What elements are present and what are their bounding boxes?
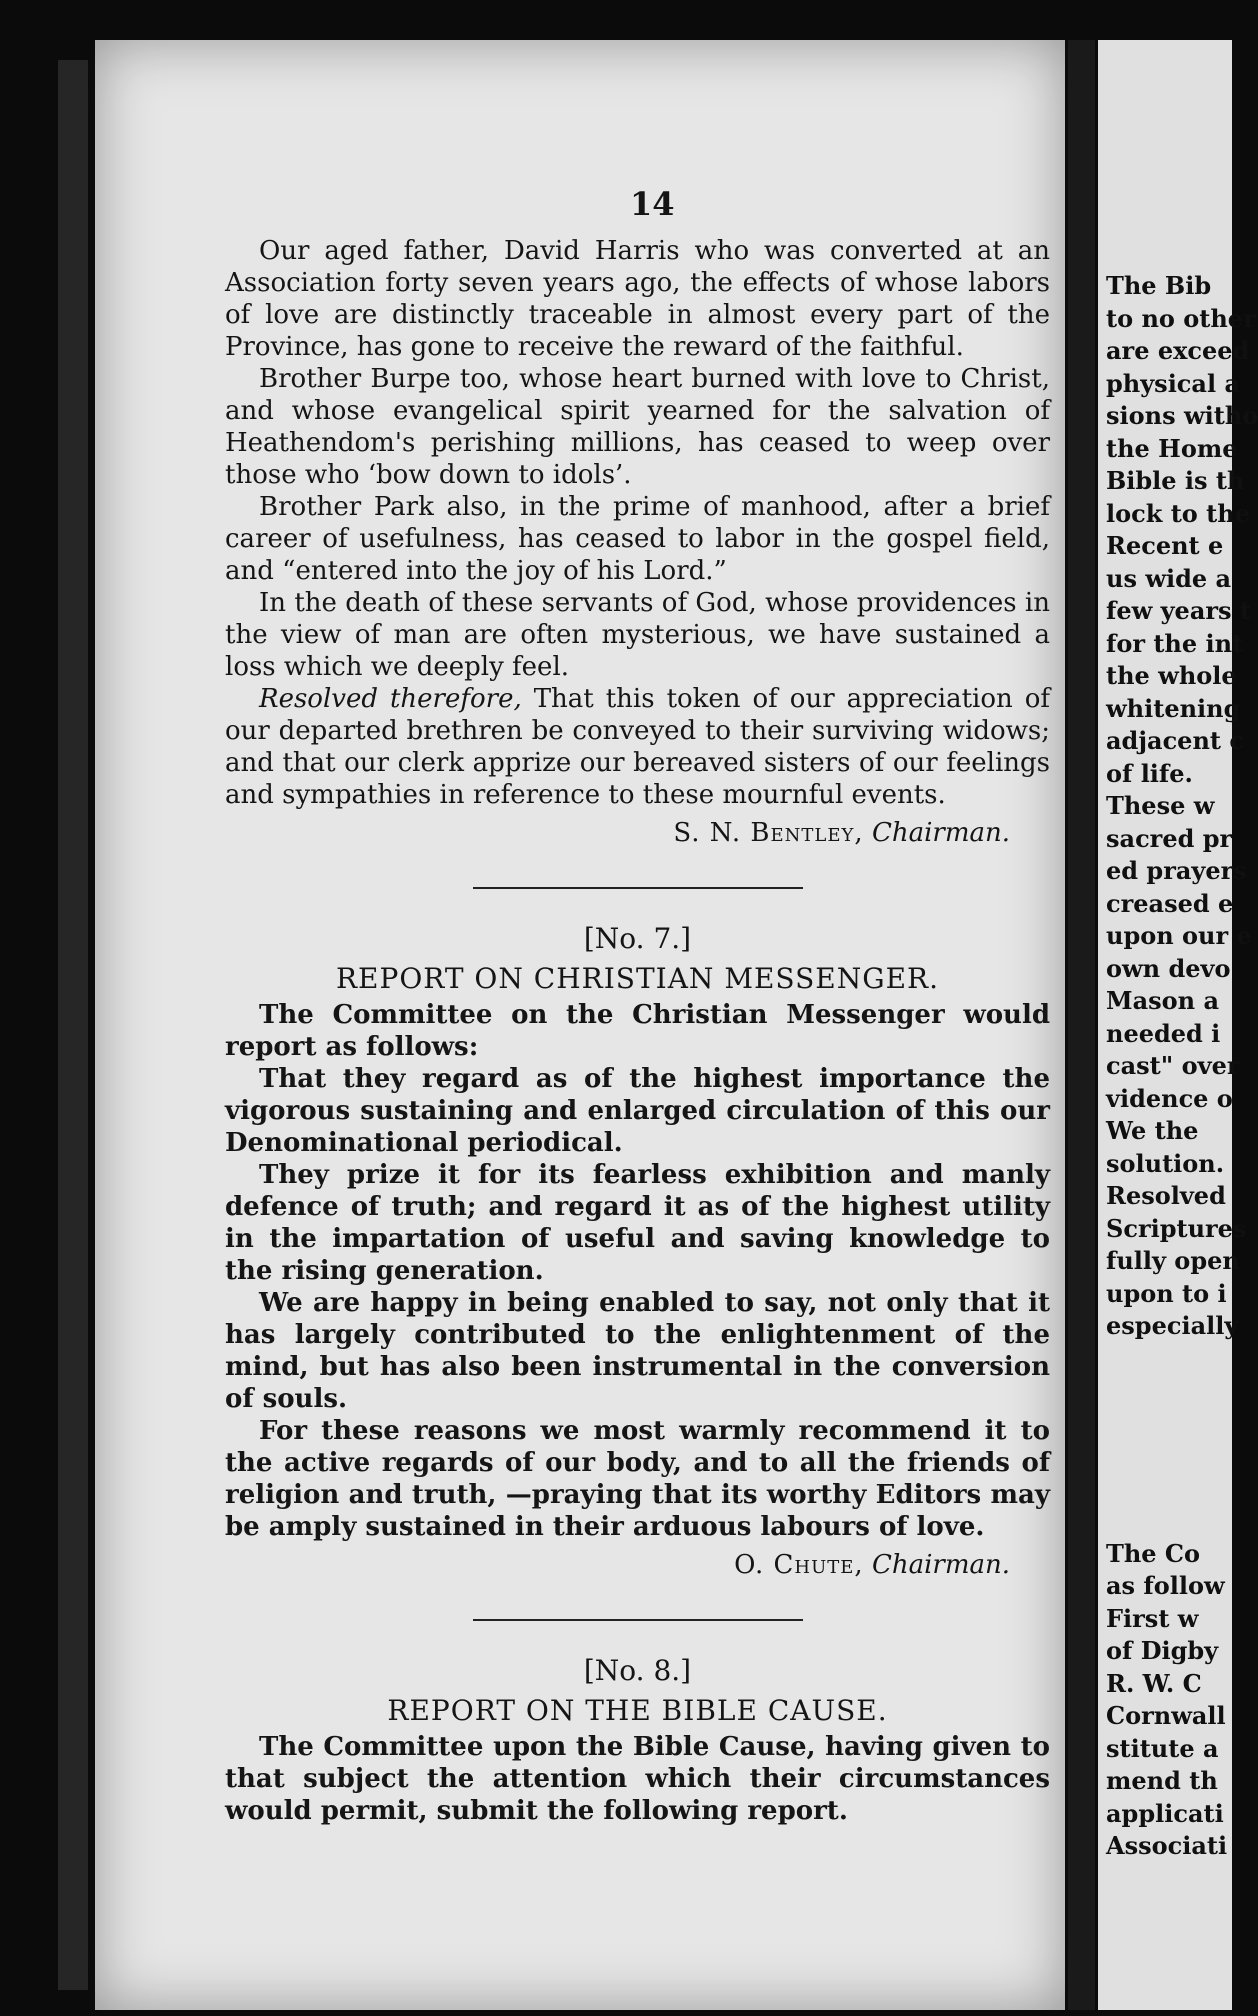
right-page-line: whitening — [1106, 693, 1241, 723]
report-paragraph: The Committee on the Christian Messenger would report as follows: — [225, 1000, 1050, 1062]
right-page-line: solution. — [1106, 1148, 1225, 1178]
memorial-paragraph: Brother Burpe too, whose heart burned with love to Christ, and whose evangelical spirit yearned for the salvation of Heathendom's perishing millions, has ceased to weep over those who ‘bow down to idols’. — [225, 364, 1050, 490]
right-page-line: vidence o — [1106, 1083, 1233, 1113]
right-page-line: Recent e — [1106, 531, 1224, 560]
page-body — [225, 235, 1050, 1827]
right-page-line: upon our e — [1106, 921, 1252, 950]
report-title: REPORT ON THE BIBLE CAUSE. — [387, 1694, 888, 1727]
memorial-section — [225, 235, 1050, 849]
report-paragraph: We are happy in being enabled to say, not only that it has largely contributed to the enlightenment of the mind, but has also been instrumental in the conversion of souls. — [225, 1288, 1050, 1414]
right-page-line: These w — [1106, 791, 1215, 820]
right-page-line — [1106, 1343, 1232, 1538]
book-edge-shadow — [58, 60, 88, 1990]
right-page-lines — [1098, 40, 1258, 1863]
signature-name: O. Chute, — [734, 1550, 864, 1580]
right-page-line: ed prayers — [1106, 856, 1247, 885]
right-page-line: Bible is th — [1106, 466, 1245, 495]
report-paragraph: For these reasons we most warmly recommend it to the active regards of our body, and to all the friends of religion and truth, —praying that its worthy Editors may be amply sustained in their arduous labours of love. — [225, 1416, 1050, 1542]
right-page-line: Scriptures — [1106, 1213, 1247, 1243]
right-page-line: We the — [1106, 1116, 1199, 1145]
right-page-fragment — [1098, 40, 1258, 2010]
right-page-line: Mason a — [1106, 986, 1219, 1015]
right-page-line: physical a — [1106, 368, 1240, 398]
right-page-line: adjacent c — [1106, 726, 1244, 755]
right-page-line: especially — [1106, 1311, 1239, 1340]
right-page-line: few years t — [1106, 596, 1251, 625]
right-page-line: Cornwall — [1106, 1701, 1226, 1730]
right-page-line: are exceed — [1106, 336, 1250, 365]
section-divider — [473, 887, 803, 889]
report-7-section — [225, 923, 1050, 1581]
report-7-signature — [225, 1549, 1010, 1581]
report-paragraph: They prize it for its fearless exhibition and manly defence of truth; and regard it as of the highest utility in the impartation of useful and saving knowledge to the rising generation. — [225, 1160, 1050, 1286]
report-paragraph: That they regard as of the highest importance the vigorous sustaining and enlarged circulation of this our Denominational periodical. — [225, 1064, 1050, 1158]
memorial-paragraph: Our aged father, David Harris who was converted at an Association forty seven years ago, the effects of whose labors of love are distinctly traceable in almost every part of the Province, has gone to receive the reward of the faithful. — [225, 236, 1050, 362]
section-divider — [473, 1619, 803, 1621]
right-page-line: The Co — [1106, 1538, 1201, 1568]
signature-name: S. N. Bentley, — [673, 818, 864, 848]
right-page-line: sacred pr — [1106, 823, 1233, 853]
right-page-line: sions witho — [1106, 401, 1258, 430]
right-page-line: the whole — [1106, 661, 1237, 690]
report-paragraph: The Committee upon the Bible Cause, having given to that subject the attention which their circumstances would permit, submit the following report. — [225, 1732, 1050, 1826]
right-page-line: Resolved — [1106, 1181, 1226, 1210]
memorial-paragraph: In the death of these servants of God, whose providences in the view of man are often mysterious, we have sustained a loss which we deeply feel. — [225, 588, 1050, 682]
resolved-text: That this token of our appreciation of our departed brethren be conveyed to their surviving widows; and that our clerk apprize our bereaved sisters of our feelings and sympathies in reference to these mournful events. — [225, 684, 1050, 810]
right-page-line: R. W. C — [1106, 1668, 1202, 1698]
report-number: [No. 7.] — [583, 922, 692, 955]
right-page-line: The Bib — [1106, 271, 1212, 300]
right-page-line: of Digby — [1106, 1636, 1219, 1665]
report-title: REPORT ON CHRISTIAN MESSENGER. — [335, 962, 940, 995]
right-page-line: as follow — [1106, 1571, 1225, 1600]
signature-role: Chairman. — [871, 1550, 1010, 1580]
report-8-section — [225, 1655, 1050, 1827]
signature-role: Chairman. — [871, 818, 1010, 848]
right-page-line: applicati — [1106, 1798, 1224, 1828]
right-page-line: fully open — [1106, 1246, 1240, 1275]
right-page-line: stitute a — [1106, 1733, 1219, 1763]
right-page-line: for the int — [1106, 628, 1244, 658]
right-page-line: of life. — [1106, 758, 1193, 788]
right-page-line: creased e — [1106, 888, 1234, 918]
right-page-line: upon to i — [1106, 1278, 1227, 1308]
right-page-line: cast" over — [1106, 1051, 1240, 1080]
right-page-line: Associati — [1106, 1831, 1228, 1860]
book-gutter — [1068, 40, 1095, 2010]
right-page-line: us wide a — [1106, 563, 1232, 593]
report-number: [No. 8.] — [583, 1654, 692, 1687]
right-page-line: the Home — [1106, 433, 1238, 463]
memorial-paragraph: Brother Park also, in the prime of manhood, after a brief career of usefulness, has ceased to labor in the gospel field, and “entered into the joy of his Lord.” — [225, 492, 1050, 586]
right-page-line: mend th — [1106, 1766, 1218, 1795]
page-number: 14 — [630, 185, 675, 223]
right-page-line: First w — [1106, 1603, 1199, 1633]
right-page-line: to no other — [1106, 303, 1256, 333]
right-page-line: own devo — [1106, 953, 1231, 983]
resolution-paragraph — [225, 683, 1050, 811]
right-page-line: needed i — [1106, 1018, 1221, 1048]
memorial-signature — [225, 817, 1010, 849]
resolved-label: Resolved therefore, — [259, 684, 522, 714]
right-page-line: lock to the — [1106, 498, 1250, 528]
